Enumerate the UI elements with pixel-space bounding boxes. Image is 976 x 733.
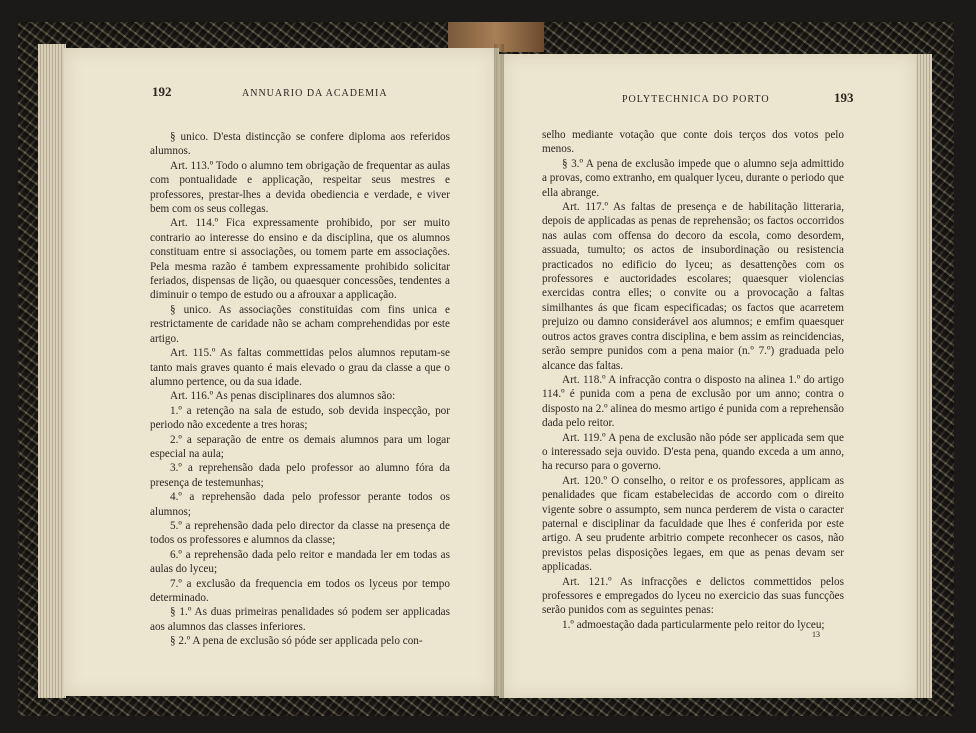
paragraph: § 1.º As duas primeiras penalidades só podem ser applicadas aos alumnos das classes inferiores. bbox=[150, 606, 450, 633]
paragraph: selho mediante votação que conte dois terços dos votos pelo menos. bbox=[542, 129, 844, 156]
paragraph: § 2.º A pena de exclusão só póde ser applicada pelo con- bbox=[170, 635, 423, 648]
paragraph: 4.º a reprehensão dada pelo professor perante todos os alumnos; bbox=[150, 491, 450, 518]
left-page bbox=[64, 48, 499, 696]
paragraph: Art. 120.º O conselho, o reitor e os professores, applicam as penalidades que ficam estabelecidas de accordo com o direito vigente sobre o assumpto, sem nunca perderem de vista o caracter paternal e disciplinar da faculdade que lhes é conferida por este artigo. A seu prudente arbitrio compete reconhecer os casos, não previstos pelas disposições legaes, em que as penas devam ser applicadas. bbox=[542, 474, 844, 574]
paragraph: § unico. D'esta distincção se confere diploma aos referidos alumnos. bbox=[150, 131, 450, 158]
paragraph: Art. 113.º Todo o alumno tem obrigação de frequentar as aulas com pontualidade e applicação, respeitar seus mestres e professores, prestar-lhes a devida obediencia e verdade, e viver bem com os seus collegas. bbox=[150, 159, 450, 216]
paragraph: Art. 115.º As faltas commettidas pelos alumnos reputam-se tanto mais graves quanto é mais elevado o grau da classe a que o alumno pertence, ou da sua idade. bbox=[150, 347, 450, 388]
signature-mark: 13 bbox=[812, 630, 820, 639]
paragraph: 6.º a reprehensão dada pelo reitor e mandada ler em todas as aulas do lyceu; bbox=[150, 548, 450, 576]
page-edges-left bbox=[38, 44, 66, 698]
paragraph: 5.º a reprehensão dada pelo director da classe na presença de todos os professores e alumnos da classe; bbox=[150, 519, 450, 547]
page-number: 193 bbox=[834, 90, 854, 105]
paragraph: 1.º admoestação dada particularmente pelo reitor do lyceu; bbox=[562, 618, 825, 631]
paragraph: 7.º a exclusão da frequencia em todos os lyceus por tempo determinado. bbox=[150, 577, 450, 604]
paragraph: Art. 117.º As faltas de presença e de habilitação litteraria, depois de applicadas as penas de reprehensão; os factos occorridos nas aulas com offensa do decoro da escola, como desordem, assuada, tumulto; os actos de insubordinação ou resistencia practicados no edificio do lyceu; as desattenções com os professores e auctoridades escolares; quaesquer violencias exercidas contra elles; o convite ou a provocação a faltas similhantes ás que ficam especificadas; os factos que acarretem prejuizo ou damno considerável aos alumnos; e emfim quaesquer outros actos graves contra disciplina, e bem assim as reincidencias, serão sempre punidos com a pena maior (n.º 7.º) graduada pelo alcance das faltas. bbox=[542, 201, 844, 372]
book-gutter bbox=[494, 44, 504, 700]
paragraph: § 3.º A pena de exclusão impede que o alumno seja admittido a provas, como extranho, em qualquer lyceu, durante o periodo que ella abrange. bbox=[542, 157, 844, 199]
running-header: ANNUARIO DA ACADEMIA bbox=[242, 88, 388, 99]
paragraph: 3.º a reprehensão dada pelo professor ao alumno fóra da presença de testemunhas; bbox=[150, 462, 450, 489]
page-number: 192 bbox=[152, 84, 172, 99]
paragraph: Art. 119.º A pena de exclusão não póde ser applicada sem que o interessado seja ouvido. D'esta pena, quando exceda a um anno, ha recurso para o governo. bbox=[542, 431, 844, 473]
page-body bbox=[150, 130, 450, 649]
right-page bbox=[499, 54, 916, 698]
paragraph: Art. 121.º As infracções e delictos commettidos pelos professores e empregados do lyceu no exercicio das suas funcções serão punidos com as seguintes penas: bbox=[542, 575, 844, 617]
paragraph: § unico. As associações constituidas com fins unica e restrictamente de caridade não se acham comprehendidas por este artigo. bbox=[150, 303, 450, 345]
paragraph: Art. 118.º A infracção contra o disposto na alinea 1.º do artigo 114.º é punida com a pena de exclusão por um anno; contra o disposto na 2.º alinea do mesmo artigo é punida com a reprehensão dada pelo reitor. bbox=[542, 373, 844, 430]
paragraph: Art. 116.º As penas disciplinares dos alumnos são: bbox=[170, 390, 396, 403]
page-body bbox=[542, 128, 844, 632]
paragraph: Art. 114.º Fica expressamente prohibido, por ser muito contrario ao interesse do ensino e da disciplina, que os alumnos constituam entre si associações, ou tomem parte em associações. Pela mesma razão é tambem expressamente prohibido solicitar feriados, dispensas de lição, ou quaesquer concessões, tendentes a diminuir o tempo de estudo ou a afrouxar a applicação. bbox=[150, 217, 450, 302]
running-header: POLYTECHNICA DO PORTO bbox=[622, 94, 770, 105]
paragraph: 2.º a separação de entre os demais alumnos para um logar especial na aula; bbox=[150, 433, 450, 460]
paragraph: 1.º a retenção na sala de estudo, sob devida inspecção, por periodo não excedente a tres horas; bbox=[150, 404, 450, 432]
